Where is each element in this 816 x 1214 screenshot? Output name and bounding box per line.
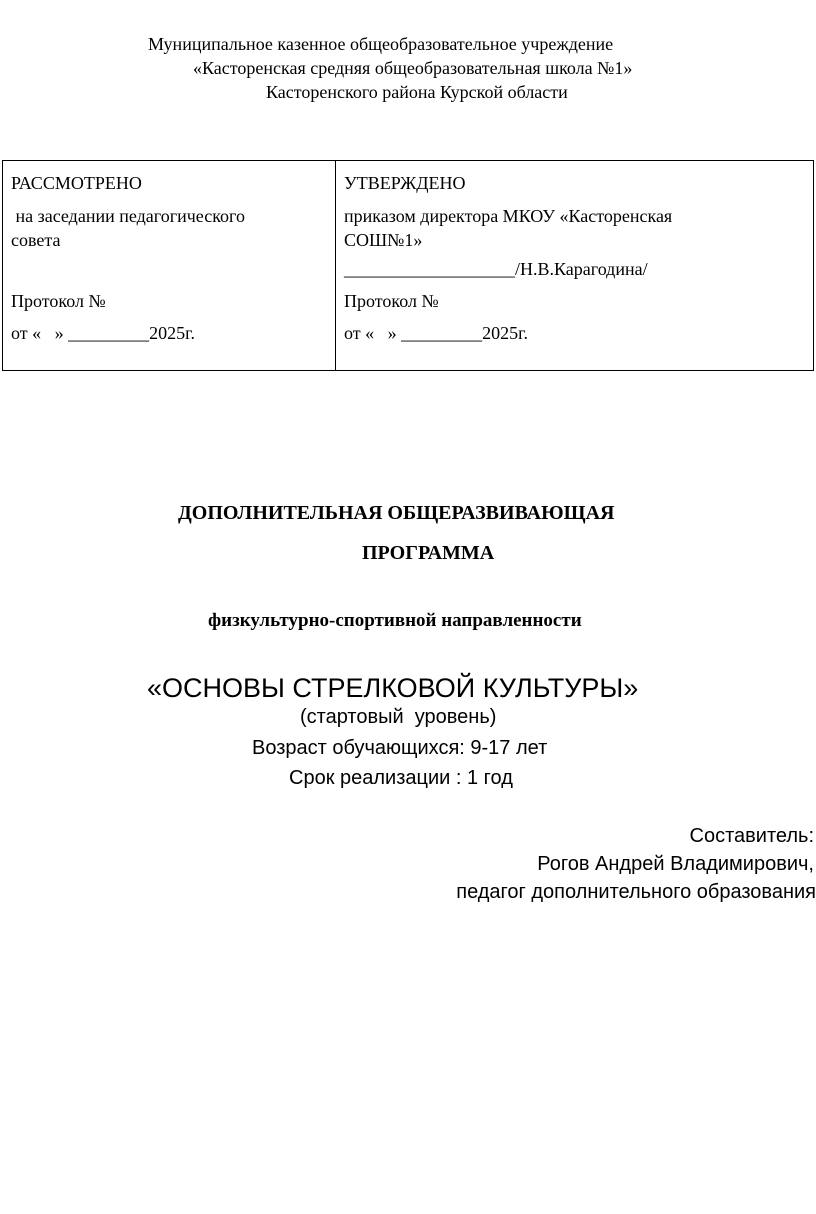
considered-heading: РАССМОТРЕНО [11,173,142,193]
author-name: Рогов Андрей Владимирович, [537,853,814,875]
considered-date: от « » _________2025г. [11,323,195,343]
school-region-line: Касторенского района Курской области [266,82,568,102]
considered-text-line2: совета [11,230,61,250]
school-type-line: Муниципальное казенное общеобразовательное учреждение [148,34,614,54]
approved-text-line1: приказом директора МКОУ «Касторенская [344,206,673,226]
program-title-line1: ДОПОЛНИТЕЛЬНАЯ ОБЩЕРАЗВИВАЮЩАЯ [178,502,615,524]
program-name: «ОСНОВЫ СТРЕЛКОВОЙ КУЛЬТУРЫ» [147,673,639,703]
considered-text-line1: на заседании педагогического [11,206,245,226]
school-name-line: «Касторенская средняя общеобразовательная школа №1» [193,58,633,78]
program-title-line2: ПРОГРАММА [362,542,495,564]
program-duration: Срок реализации : 1 год [289,767,513,789]
approval-table-divider [335,161,336,370]
approved-protocol: Протокол № [344,291,439,311]
author-label: Составитель: [689,825,814,847]
approved-date: от « » _________2025г. [344,323,528,343]
author-position: педагог дополнительного образования [456,881,816,903]
director-signature: ___________________/Н.В.Карагодина/ [344,259,648,279]
considered-protocol: Протокол № [11,291,106,311]
approved-heading: УТВЕРЖДЕНО [344,173,466,193]
program-direction: физкультурно-спортивной направленности [208,610,582,631]
approval-table [2,160,814,371]
program-age: Возраст обучающихся: 9-17 лет [252,737,548,759]
program-level: (стартовый уровень) [300,706,497,728]
approved-text-line2: СОШ№1» [344,230,423,250]
